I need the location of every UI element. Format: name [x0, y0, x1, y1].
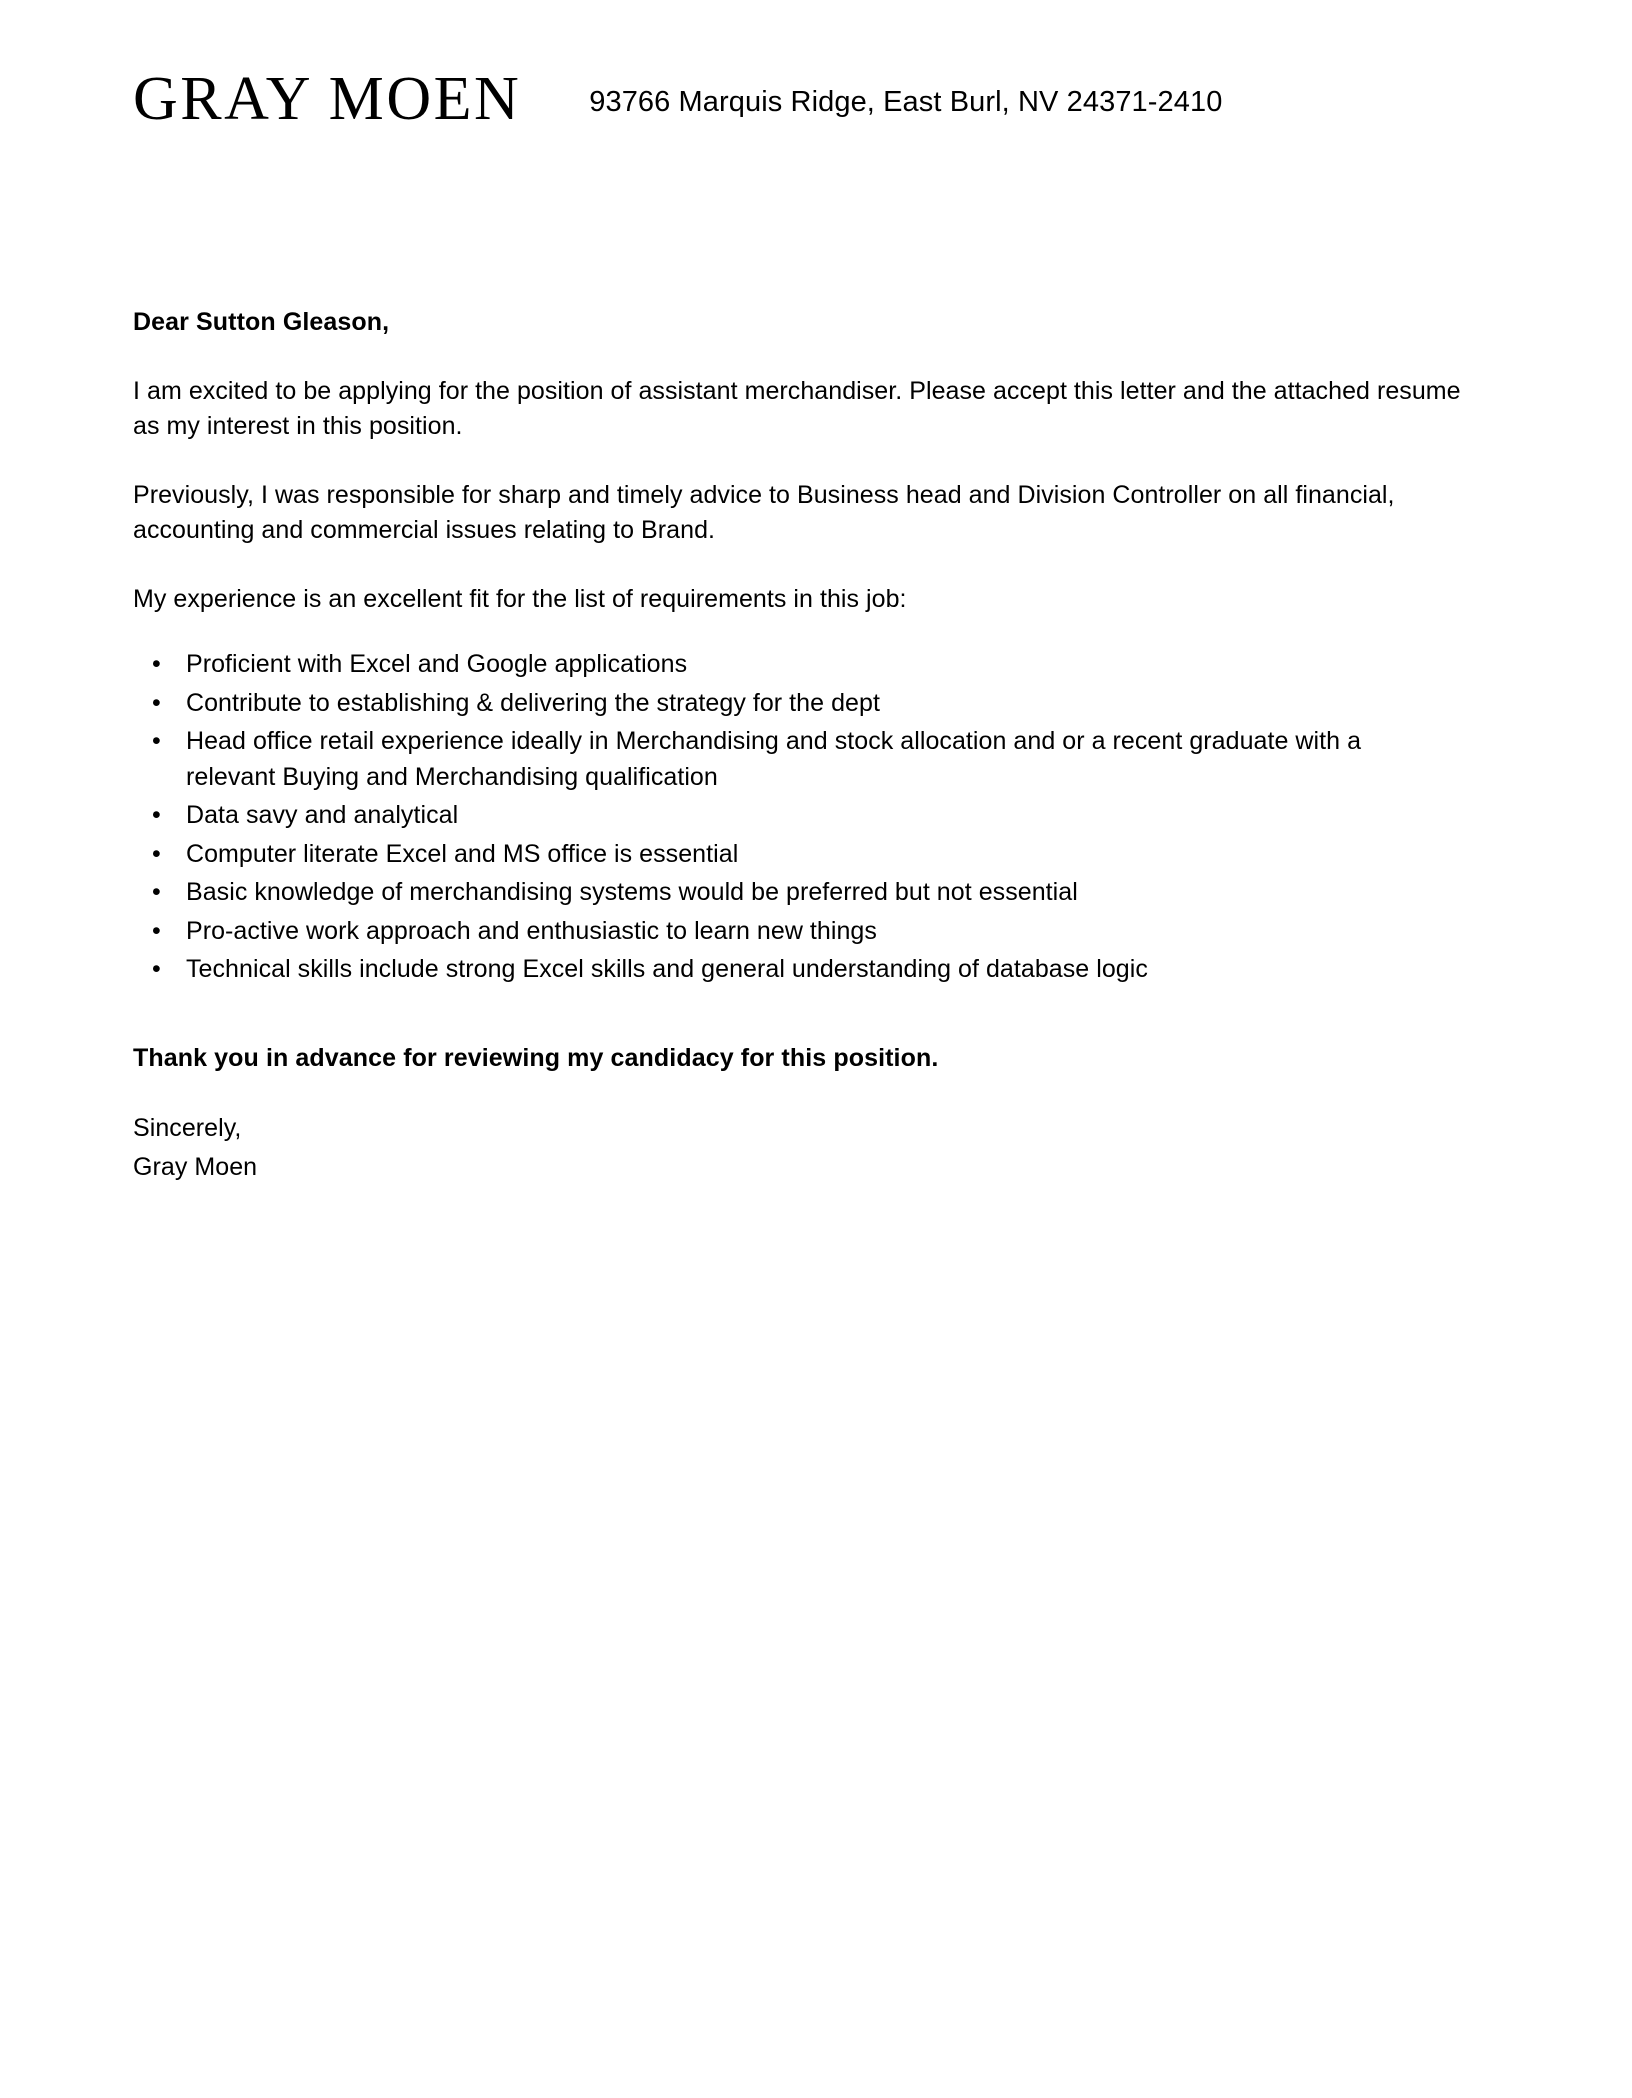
sender-name: GRAY MOEN	[133, 65, 522, 133]
bullet-icon: •	[152, 916, 161, 945]
letterhead	[133, 65, 1513, 133]
list-item-text: Pro-active work approach and enthusiastic to learn new things	[186, 916, 877, 945]
paragraph-intro: I am excited to be applying for the position of assistant merchandiser. Please accept this letter and the attached resume as my interest in this position.	[133, 376, 1461, 440]
list-item-text: Data savy and analytical	[186, 801, 459, 829]
letter-body	[133, 305, 1493, 1187]
list-item	[133, 952, 1436, 988]
list-item-text: Computer literate Excel and MS office is essential	[186, 839, 739, 868]
list-item	[133, 798, 1436, 834]
list-item-text: Technical skills include strong Excel skills and general understanding of database logic	[186, 955, 1148, 983]
list-item	[133, 724, 1436, 795]
bullet-icon: •	[152, 727, 161, 755]
bullet-icon: •	[152, 801, 161, 829]
closing-statement: Thank you in advance for reviewing my candidacy for this position.	[133, 1043, 939, 1072]
requirements-list	[133, 647, 1493, 988]
list-item-text: Proficient with Excel and Google applications	[186, 650, 688, 678]
list-item	[133, 647, 1436, 683]
list-item-text: Basic knowledge of merchandising systems would be preferred but not essential	[186, 878, 1078, 906]
list-item	[133, 837, 1436, 873]
bullet-icon: •	[152, 650, 161, 678]
list-item	[133, 875, 1436, 911]
paragraph-experience: Previously, I was responsible for sharp and timely advice to Business head and Division Controller on all financial, accounting and commercial issues relating to Brand.	[133, 480, 1395, 544]
signature-name: Gray Moen	[133, 1152, 258, 1181]
paragraph-requirements-lead: My experience is an excellent fit for the list of requirements in this job:	[133, 584, 907, 613]
salutation: Dear Sutton Gleason,	[133, 308, 390, 336]
bullet-icon: •	[152, 839, 161, 868]
bullet-icon: •	[152, 955, 161, 983]
list-item	[133, 914, 1436, 950]
list-item-text: Head office retail experience ideally in Merchandising and stock allocation and or a recent graduate with a relevant Buying and Merchandising qualification	[186, 727, 1362, 791]
bullet-icon: •	[152, 688, 161, 717]
signature-block	[133, 1109, 1493, 1187]
bullet-icon: •	[152, 878, 161, 906]
list-item	[133, 686, 1436, 722]
sender-address: 93766 Marquis Ridge, East Burl, NV 24371-2410	[589, 86, 1223, 118]
signoff-line: Sincerely,	[133, 1114, 242, 1142]
list-item-text: Contribute to establishing & delivering the strategy for the dept	[186, 688, 880, 717]
